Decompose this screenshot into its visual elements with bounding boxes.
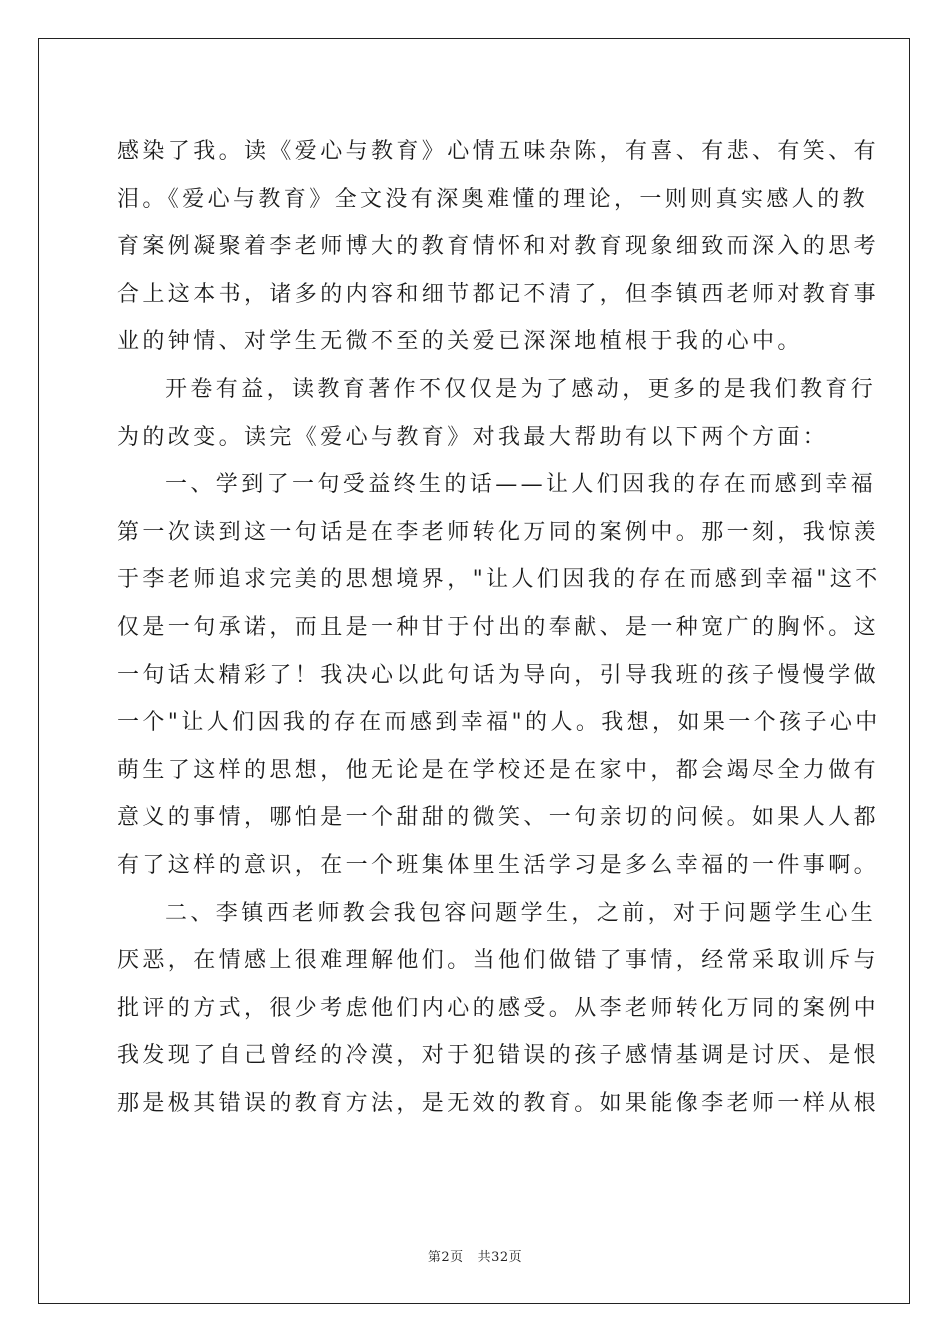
text-line: 泪。《爱心与教育》全文没有深奥难懂的理论，一则则真实感人的教: [117, 186, 869, 212]
text-line: 合上这本书，诸多的内容和细节都记不清了，但李镇西老师对教育事: [117, 281, 880, 307]
text-line: 有了这样的意识，在一个班集体里生活学习是多么幸福的一件事啊。: [117, 852, 880, 878]
text-line: 第一次读到这一句话是在李老师转化万同的案例中。那一刻，我惊羡: [117, 519, 880, 545]
page-total: 共32页: [477, 1250, 523, 1265]
text-line: 于李老师追求完美的思想境界，"让人们因我的存在而感到幸福"这不: [117, 567, 881, 593]
text-line: 开卷有益，读教育著作不仅仅是为了感动，更多的是我们教育行: [165, 376, 877, 402]
text-line: 感染了我。读《爱心与教育》心情五味杂陈，有喜、有悲、有笑、有: [117, 139, 880, 164]
text-line: 批评的方式，很少考虑他们内心的感受。从李老师转化万同的案例中: [117, 995, 880, 1021]
text-line: 那是极其错误的教育方法，是无效的教育。如果能像李老师一样从根: [117, 1090, 880, 1116]
text-line: 萌生了这样的思想，他无论是在学校还是在家中，都会竭尽全力做有: [117, 757, 880, 783]
text-line: 厌恶，在情感上很难理解他们。当他们做错了事情，经常采取训斥与: [117, 948, 880, 974]
text-line: 意义的事情，哪怕是一个甜甜的微笑、一句亲切的问候。如果人人都: [117, 805, 880, 831]
page-number: 第2页: [427, 1250, 464, 1265]
page-footer: [0, 1246, 950, 1265]
text-line: 仅是一句承诺，而且是一种甘于付出的奉献、是一种宽广的胸怀。这: [117, 614, 880, 640]
text-line: 一句话太精彩了！我决心以此句话为导向，引导我班的孩子慢慢学做: [117, 662, 880, 688]
text-line: 育案例凝聚着李老师博大的教育情怀和对教育现象细致而深入的思考: [117, 234, 880, 260]
text-line: 我发现了自己曾经的冷漠，对于犯错误的孩子感情基调是讨厌、是恨: [117, 1043, 880, 1069]
text-line: 一个"让人们因我的存在而感到幸福"的人。我想，如果一个孩子心中: [117, 710, 881, 736]
document-body: [117, 128, 881, 1127]
text-line: 业的钟情、对学生无微不至的关爱已深深地植根于我的心中。: [117, 329, 803, 355]
text-line: 二、李镇西老师教会我包容问题学生，之前，对于问题学生心生: [165, 900, 877, 926]
text-line: 为的改变。读完《爱心与教育》对我最大帮助有以下两个方面：: [117, 424, 829, 450]
text-line: 一、学到了一句受益终生的话——让人们因我的存在而感到幸福: [165, 472, 877, 498]
